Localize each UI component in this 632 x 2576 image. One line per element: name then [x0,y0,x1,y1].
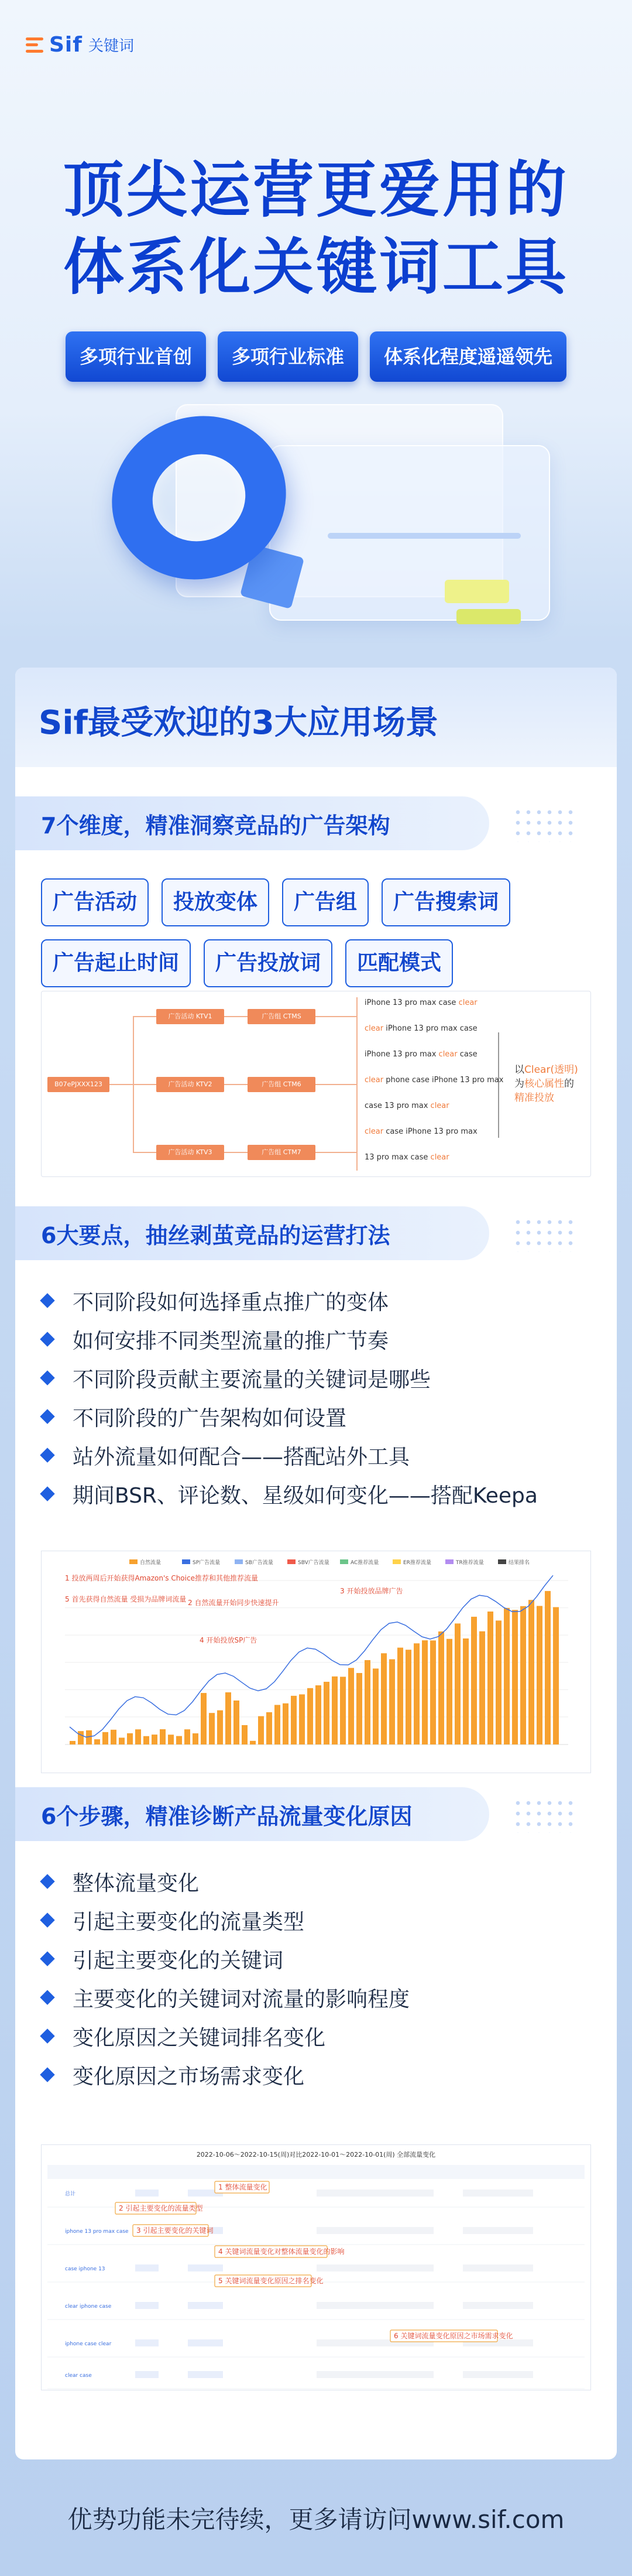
table-header-row [47,2165,585,2179]
traffic-bar [512,1610,518,1744]
table-cell [317,2227,434,2234]
table-cell [188,2371,223,2378]
traffic-bar [487,1612,493,1744]
chart-annotation: 2 自然流量开始同步快速提升 [188,1599,279,1607]
table-row-keyword: clear iphone case [65,2304,112,2310]
section-title: 6个步骤，精准诊断产品流量变化原因 [41,1803,413,1829]
traffic-bar [193,1733,198,1744]
traffic-bar [365,1660,370,1744]
logo-icon [26,37,43,53]
tree-connector [109,1084,133,1085]
table-cell [135,2264,159,2271]
traffic-bar [406,1650,411,1744]
traffic-bar [348,1668,354,1744]
traffic-bar [225,1692,231,1744]
traffic-bar [528,1600,534,1744]
table-callout: 3 引起主要变化的关键词 [136,2226,214,2235]
section-title: 7个维度，精准洞察竞品的广告架构 [41,812,390,839]
traffic-bar [217,1711,223,1744]
traffic-bar [422,1640,428,1744]
table-cell [317,2371,434,2378]
table-row-keyword: case iphone 13 [65,2266,105,2272]
list-item: 引起主要变化的流量类型 [42,1901,410,1939]
card-header [15,668,617,767]
legend-swatch [235,1559,243,1564]
keyword-item: 13 pro max case clear [365,1153,449,1162]
adgroup-node: 广告组 CTM6 [248,1077,315,1092]
legend-label: 结果排名 [509,1560,530,1566]
keyword-item: clear iPhone 13 pro max case [365,1024,478,1033]
traffic-bar [143,1736,149,1744]
traffic-bar [545,1591,551,1744]
dimension-tag: 广告活动 [41,878,149,926]
traffic-bar [307,1688,313,1744]
table-cell [463,2302,533,2309]
traffic-bar [209,1713,215,1744]
tree-connector [133,1084,156,1085]
table-row-keyword: iphone case clear [65,2341,112,2347]
traffic-bar [283,1703,288,1744]
traffic-bar [266,1712,272,1744]
table-cell [463,2264,533,2271]
traffic-bar [299,1694,305,1744]
card-title: Sif最受欢迎的3大应用场景 [39,704,438,742]
traffic-bar [152,1735,157,1744]
diamond-bullet-icon [40,1486,54,1501]
legend-swatch [340,1559,348,1564]
legend-swatch [393,1559,401,1564]
traffic-bar [201,1693,207,1744]
keyword-item: case 13 pro max clear [365,1101,449,1110]
decor-bar [328,533,521,539]
traffic-bar [94,1739,100,1744]
section-header [15,1787,489,1841]
list-item: 不同阶段如何选择重点推广的变体 [42,1281,538,1320]
diamond-bullet-icon [40,1409,54,1424]
table-cell [188,2302,223,2309]
diamond-bullet-icon [40,1293,54,1308]
section-header [15,1206,489,1260]
traffic-bar [70,1741,75,1744]
table-cell [135,2190,159,2197]
footer-cta[interactable] [0,2459,632,2576]
traffic-bar [102,1732,108,1744]
chart-annotation: 4 开始投放SP广告 [200,1636,257,1644]
traffic-bar [389,1659,395,1744]
dot-pattern-icon [513,1798,577,1833]
traffic-bar [520,1606,526,1744]
traffic-bar [479,1631,485,1744]
table-row-keyword: clear case [65,2373,92,2379]
table-row-keyword: iphone 13 pro max case [65,2229,129,2235]
list-item: 主要变化的关键词对流量的影响程度 [42,1978,410,2017]
traffic-bar [463,1638,469,1744]
traffic-bar [119,1737,125,1744]
legend-swatch [445,1559,454,1564]
traffic-bar [258,1716,264,1744]
keyword-item: clear case iPhone 13 pro max [365,1127,478,1136]
diamond-bullet-icon [40,1913,54,1927]
traffic-bar [537,1606,542,1744]
dot-pattern-icon [513,807,577,842]
legend-swatch [498,1559,506,1564]
ad-structure-diagram [41,991,591,1177]
traffic-bar [127,1733,133,1744]
campaign-node: 广告活动 KTV1 [156,1009,224,1024]
traffic-bar [356,1673,362,1744]
tree-connector [356,997,358,1171]
table-cell [317,2264,434,2271]
table-callout: 5 关键词流量变化原因之排名变化 [218,2277,324,2285]
chart-annotation: 3 开始投放品牌广告 [340,1587,403,1595]
hero-pill: 体系化程度遥遥领先 [370,331,566,382]
table-callout: 1 整体流量变化 [218,2183,267,2191]
list-item: 引起主要变化的关键词 [42,1939,410,1978]
legend-label: 自然流量 [140,1560,162,1566]
table-cell [135,2339,159,2346]
decor-bar [445,580,509,603]
list-item: 期间BSR、评论数、星级如何变化——搭配Keepa [42,1475,538,1513]
table-callout: 4 关键词流量变化对整体流量变化的影响 [218,2247,345,2256]
dimension-tag: 广告起止时间 [41,939,191,987]
traffic-bar [176,1736,182,1744]
tree-connector [224,1152,248,1153]
legend-swatch [129,1559,138,1564]
legend-label: SP广告流量 [193,1560,221,1566]
traffic-bar [381,1653,387,1744]
campaign-node: 广告活动 KTV2 [156,1077,224,1092]
table-cell [463,2190,533,2197]
traffic-bar [291,1696,297,1744]
keyword-item: iPhone 13 pro max clear case [365,1050,478,1059]
keyword-item: iPhone 13 pro max case clear [365,998,478,1007]
list-item: 变化原因之市场需求变化 [42,2055,410,2094]
hero-title-line1: 顶尖运营更爱用的 [63,154,569,225]
list-item: 不同阶段的广告架构如何设置 [42,1397,538,1436]
diamond-bullet-icon [40,1951,54,1966]
table-cell [317,2302,434,2309]
traffic-bar [496,1620,502,1744]
traffic-bar [471,1617,477,1744]
traffic-bar [250,1741,256,1744]
dimension-tag: 广告搜索词 [382,878,510,926]
traffic-bar [504,1608,510,1744]
traffic-bar [373,1668,379,1744]
traffic-bar [168,1735,174,1744]
legend-label: SB广告流量 [245,1560,273,1566]
table-cell [188,2339,223,2346]
tree-connector [133,1016,156,1017]
dimension-tag: 广告投放词 [204,939,332,987]
traffic-bar [324,1682,329,1744]
hero-pill: 多项行业标准 [218,331,358,382]
diamond-bullet-icon [40,1874,54,1889]
table-callout: 6 关键词流量变化原因之市场需求变化 [394,2332,513,2340]
dot-pattern-icon [513,1217,577,1252]
diamond-bullet-icon [40,2067,54,2082]
chart-annotation: 1 投放两周后开始获得Amazon's Choice推荐和其他推荐流量 [65,1574,258,1582]
keyword-item: clear phone case iPhone 13 pro max [365,1076,504,1085]
section-title: 6大要点，抽丝剥茧竞品的运营打法 [41,1222,390,1248]
traffic-bar [397,1648,403,1744]
table-cell [135,2371,159,2378]
traffic-chart-svg [42,1551,590,1773]
traffic-bar [315,1685,321,1744]
traffic-bar [553,1607,559,1744]
tactics-list [42,1281,538,1513]
tree-connector [315,1016,356,1017]
diamond-bullet-icon [40,1448,54,1462]
table-row-keyword: 总计 [65,2191,76,2197]
legend-swatch [182,1559,190,1564]
table-heading: 2022-10-06～2022-10-15(周)对比2022-10-01～2022-10-01(周) 全部流量变化 [196,2151,436,2158]
table-cell [463,2371,533,2378]
table-cell [135,2302,159,2309]
diagnosis-table-svg [42,2145,590,2390]
dimension-tag: 广告组 [282,878,369,926]
traffic-bar [160,1729,166,1744]
table-cell [463,2227,533,2234]
legend-label: ER推荐流量 [403,1560,431,1566]
traffic-bar [340,1677,346,1744]
adgroup-node: 广告组 CTM7 [248,1145,315,1160]
brand-subtitle: 关键词 [88,37,134,55]
dimension-tag: 投放变体 [162,878,269,926]
tree-connector [224,1084,248,1085]
tree-note: 以Clear(透明) 为核心属性的 精准投放 [514,1064,578,1104]
brand-name: Sif [49,33,83,57]
traffic-bar [135,1729,141,1744]
table-cell [188,2264,223,2271]
hero-pill: 多项行业首创 [66,331,206,382]
diamond-bullet-icon [40,1990,54,2004]
traffic-bar [438,1631,444,1744]
diagnosis-steps [42,1862,410,2094]
campaign-node: 广告活动 KTV3 [156,1145,224,1160]
asin-node: B07ePJXXX123 [47,1077,109,1092]
traffic-bar [332,1677,338,1744]
list-item: 整体流量变化 [42,1862,410,1901]
tree-connector [315,1084,356,1085]
legend-label: AC推荐流量 [351,1560,379,1566]
section-header [15,796,489,850]
adgroup-node: 广告组 CTMS [248,1009,315,1024]
traffic-bar [430,1640,436,1744]
traffic-bar [78,1731,84,1744]
bracket-line [498,1032,499,1138]
traffic-bar [242,1725,248,1744]
legend-swatch [287,1559,296,1564]
tree-connector [133,1152,156,1153]
footer-text: 优势功能未完待续，更多请访问www.sif.com [67,2505,565,2534]
dimension-tag: 匹配模式 [345,939,453,987]
traffic-bar [455,1623,461,1744]
diamond-bullet-icon [40,1370,54,1385]
dimension-tags [41,878,597,987]
diamond-bullet-icon [40,1332,54,1346]
legend-label: SBV广告流量 [298,1560,329,1566]
list-item: 如何安排不同类型流量的推广节奏 [42,1320,538,1359]
traffic-bar [446,1639,452,1744]
hero-illustration [0,386,632,662]
diamond-bullet-icon [40,2028,54,2043]
traffic-bar [111,1730,116,1744]
traffic-bar [274,1705,280,1744]
list-item: 变化原因之关键词排名变化 [42,2017,410,2055]
list-item: 站外流量如何配合——搭配站外工具 [42,1436,538,1475]
traffic-bar [414,1643,420,1744]
table-callout: 2 引起主要变化的流量类型 [119,2204,203,2212]
brand-logo[interactable] [26,33,134,57]
traffic-chart [41,1551,591,1773]
traffic-bar [184,1729,190,1744]
hero-pills [0,331,632,382]
decor-bar [456,609,521,624]
diagnosis-table [41,2144,591,2390]
chart-annotation: 5 首先获得自然流量 受损为品牌词流量 [65,1595,187,1603]
table-cell [317,2190,434,2197]
hero-title-line2: 体系化关键词工具 [63,231,569,303]
list-item: 不同阶段贡献主要流量的关键词是哪些 [42,1359,538,1397]
legend-label: TR推荐流量 [456,1560,484,1566]
tree-connector [315,1152,356,1153]
traffic-bar [233,1701,239,1744]
tree-connector [224,1016,248,1017]
